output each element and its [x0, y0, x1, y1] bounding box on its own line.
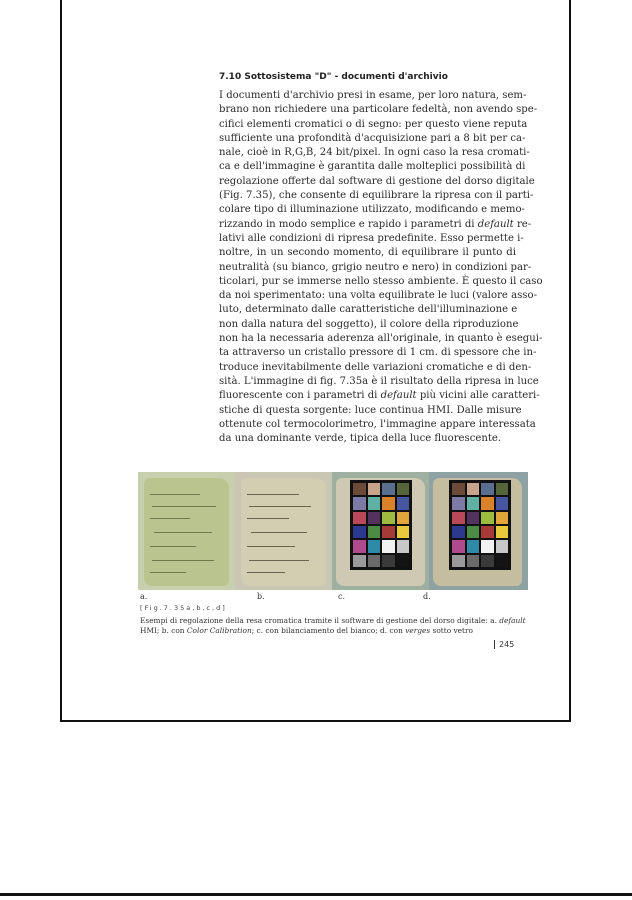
checker-swatch	[353, 497, 366, 509]
caption-italic: default	[499, 616, 526, 625]
body-line-start: rizzando in modo semplice e rapido i parametri di	[219, 218, 475, 230]
checker-swatch	[467, 497, 480, 509]
body-line: lativi alle condizioni di ripresa predefinite. Esso permette i-	[219, 232, 524, 244]
panel-label-d: d.	[423, 592, 431, 601]
body-line: cifici elementi cromatici o di segno: per questo viene reputa	[219, 118, 528, 130]
checker-swatch	[496, 497, 509, 509]
figure-panel-labels	[140, 592, 520, 602]
checker-swatch	[397, 540, 410, 552]
checker-swatch	[481, 540, 494, 552]
body-line: regolazione offerte dal software di gestione del dorso digitale	[219, 175, 535, 187]
panel-label-b: b.	[257, 592, 265, 601]
italic-term-default: default	[380, 390, 417, 402]
body-line: noltre, in un secondo momento, di equilibrare il punto di	[219, 247, 516, 259]
checker-swatch	[452, 526, 465, 538]
checker-swatch	[481, 483, 494, 495]
page-number: 245	[494, 640, 514, 649]
checker-swatch	[452, 512, 465, 524]
checker-swatch	[382, 512, 395, 524]
section-heading: 7.10 Sottosistema "D" - documenti d'archivio	[219, 72, 448, 82]
body-line-start: fluorescente con i parametri di	[219, 390, 378, 402]
body-line: da una dominante verde, tipica della luce fluorescente.	[219, 433, 502, 445]
body-line: sità. L'immagine di fig. 7.35a è il risultato della ripresa in luce	[219, 375, 539, 387]
body-text	[219, 89, 543, 446]
body-line: non ha la necessaria aderenza all'originale, in quanto è esegui-	[219, 333, 543, 345]
figure-caption	[140, 616, 530, 636]
checker-swatch	[368, 540, 381, 552]
checker-swatch	[467, 540, 480, 552]
checker-swatch	[397, 555, 410, 567]
figure-photo-strip	[138, 472, 528, 590]
body-line: non dalla natura del soggetto), il colore della riproduzione	[219, 318, 519, 330]
body-line-end: re-	[513, 218, 532, 230]
color-checker-d	[449, 480, 511, 570]
italic-term-default: default	[477, 218, 514, 230]
panel-label-c: c.	[338, 592, 346, 601]
checker-swatch	[382, 540, 395, 552]
photo-panel-c	[332, 472, 429, 590]
checker-swatch	[496, 512, 509, 524]
checker-swatch	[452, 540, 465, 552]
checker-swatch	[467, 512, 480, 524]
body-line: ta attraverso un cristallo pressore di 1 cm. di spessore che in-	[219, 347, 537, 359]
caption-italic: verges	[405, 626, 431, 635]
body-line: colare tipo di illuminazione utilizzato, modificando e memo-	[219, 204, 525, 216]
body-line: troduce inevitabilmente delle variazioni cromatiche e di den-	[219, 361, 532, 373]
figure-reference: [Fig.7.35a,b,c,d]	[140, 604, 227, 612]
body-line-with-italic	[219, 389, 540, 403]
body-line: (Fig. 7.35), che consente di equilibrare la ripresa con il parti-	[219, 190, 534, 202]
checker-swatch	[382, 497, 395, 509]
checker-swatch	[353, 512, 366, 524]
checker-swatch	[496, 540, 509, 552]
caption-text: Esempi di regolazione della resa cromatica tramite il software di gestione del dorso digitale: a.	[140, 616, 500, 625]
panel-label-a: a.	[140, 592, 148, 601]
checker-swatch	[496, 483, 509, 495]
caption-text: HMI; b. con	[140, 626, 187, 635]
photo-panel-d	[429, 472, 528, 590]
body-line: ottenute col termocolorimetro, l'immagine appare interessata	[219, 418, 536, 430]
body-line: ca e dell'immagine è garantita dalle molteplici possibilità di	[219, 161, 526, 173]
checker-swatch	[496, 526, 509, 538]
checker-swatch	[481, 512, 494, 524]
checker-swatch	[353, 483, 366, 495]
color-checker-c	[350, 480, 412, 570]
checker-swatch	[353, 540, 366, 552]
checker-swatch	[481, 497, 494, 509]
checker-swatch	[353, 555, 366, 567]
body-line: ticolari, pur se immerse nello stesso ambiente. È questo il caso	[219, 275, 543, 287]
checker-swatch	[397, 526, 410, 538]
checker-swatch	[397, 512, 410, 524]
checker-swatch	[467, 555, 480, 567]
checker-swatch	[481, 526, 494, 538]
checker-swatch	[382, 526, 395, 538]
photo-panel-b	[235, 472, 332, 590]
body-line: I documenti d'archivio presi in esame, per loro natura, sem-	[219, 90, 527, 101]
body-line: da noi sperimentato: una volta equilibrate le luci (valore asso-	[219, 290, 537, 302]
body-line: brano non richiedere una particolare fedeltà, non avendo spe-	[219, 104, 538, 116]
caption-italic: Color Calibration	[186, 626, 252, 635]
checker-swatch	[382, 555, 395, 567]
body-line: luto, determinato dalle caratteristiche dell'illuminazione e	[219, 304, 518, 316]
checker-swatch	[397, 483, 410, 495]
checker-swatch	[368, 526, 381, 538]
checker-swatch	[368, 483, 381, 495]
checker-swatch	[452, 555, 465, 567]
checker-swatch	[382, 483, 395, 495]
body-line: nale, cioè in R,G,B, 24 bit/pixel. In ogni caso la resa cromati-	[219, 147, 530, 159]
checker-swatch	[452, 483, 465, 495]
checker-swatch	[353, 526, 366, 538]
caption-text: sotto vetro	[430, 626, 474, 635]
checker-swatch	[481, 555, 494, 567]
checker-swatch	[368, 512, 381, 524]
body-line-with-italic	[219, 218, 532, 232]
checker-swatch	[452, 497, 465, 509]
caption-text: ; c. con bilanciamento del bianco; d. con	[251, 626, 406, 635]
checker-swatch	[368, 555, 381, 567]
checker-swatch	[467, 526, 480, 538]
body-line: sufficiente una profondità d'acquisizione pari a 8 bit per ca-	[219, 132, 526, 144]
bottom-rule	[0, 893, 632, 896]
checker-swatch	[397, 497, 410, 509]
photo-panel-a	[138, 472, 235, 590]
body-line-end: più vicini alle caratteri-	[416, 390, 540, 402]
checker-swatch	[496, 555, 509, 567]
checker-swatch	[467, 483, 480, 495]
body-line: neutralità (su bianco, grigio neutro e nero) in condizioni par-	[219, 261, 532, 273]
body-line: stiche di questa sorgente: luce continua HMI. Dalle misure	[219, 404, 522, 416]
checker-swatch	[368, 497, 381, 509]
